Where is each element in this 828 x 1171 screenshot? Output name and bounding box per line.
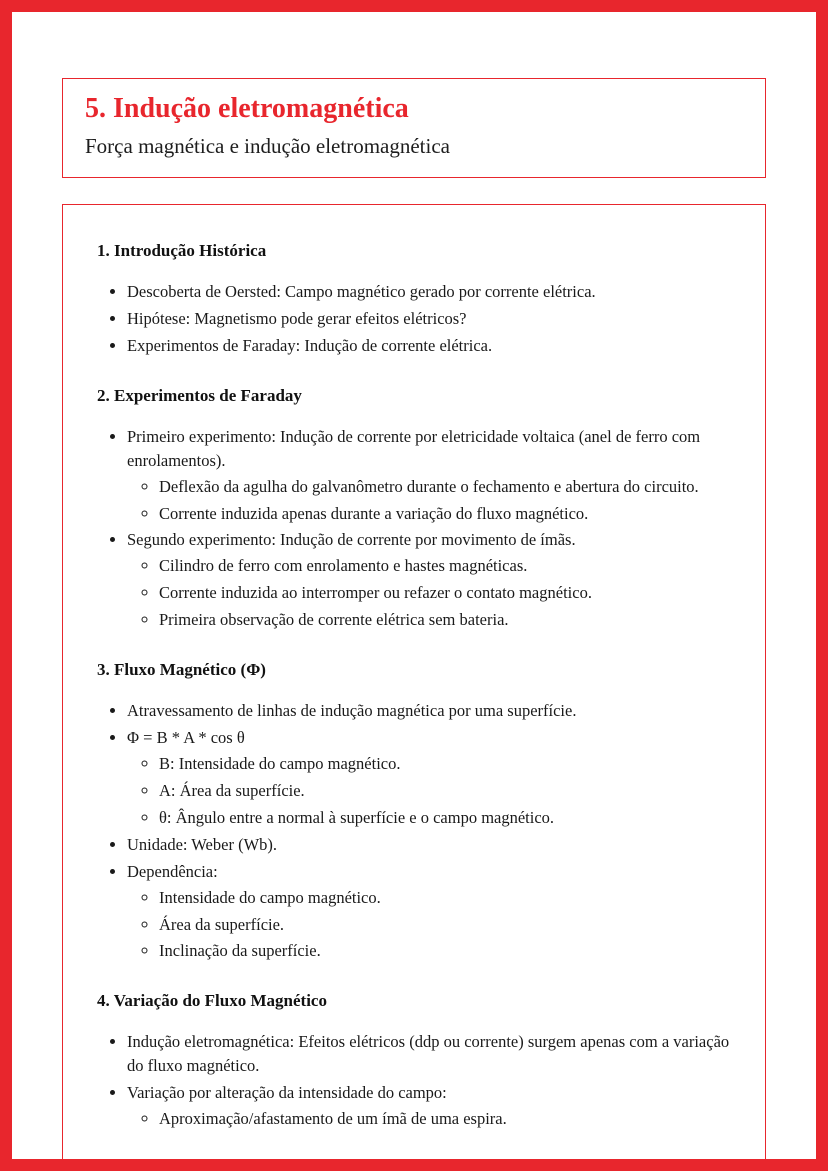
sub-list-item <box>159 475 731 499</box>
section-variacao-fluxo <box>97 991 731 1131</box>
list-item-text: Variação por alteração da intensidade do campo: <box>127 1083 447 1103</box>
section-experimentos-faraday <box>97 386 731 632</box>
sub-list-item <box>159 554 731 578</box>
list-item <box>127 1081 731 1131</box>
list-item-text: Hipótese: Magnetismo pode gerar efeitos elétricos? <box>127 308 467 328</box>
section-introducao-historica <box>97 241 731 358</box>
page-subtitle: Força magnética e indução eletromagnética <box>85 134 450 158</box>
list-item-text: A: Área da superfície. <box>159 780 305 800</box>
list-item-text: Deflexão da agulha do galvanômetro durante o fechamento e abertura do circuito. <box>159 476 699 496</box>
list-item-text: Dependência: <box>127 861 218 881</box>
sub-list-item <box>159 502 731 526</box>
bullet-list <box>97 280 731 358</box>
sub-list-item <box>159 608 731 632</box>
sub-bullet-list <box>127 886 731 964</box>
sub-list-item <box>159 779 731 803</box>
list-item-text: Unidade: Weber (Wb). <box>127 834 278 854</box>
sub-list-item <box>159 806 731 830</box>
list-item-text: Primeiro experimento: Indução de corrente por eletricidade voltaica (anel de ferro com enrolamentos). <box>127 426 701 470</box>
list-item <box>127 726 731 830</box>
section-fluxo-magnetico <box>97 660 731 963</box>
sub-list-item <box>159 581 731 605</box>
sub-bullet-list <box>127 475 731 526</box>
sub-list-item <box>159 913 731 937</box>
bullet-list <box>97 425 731 632</box>
list-item-text: Inclinação da superfície. <box>159 941 321 961</box>
list-item-text: Indução eletromagnética: Efeitos elétricos (ddp ou corrente) surgem apenas com a variação do fluxo magnético. <box>127 1032 730 1076</box>
list-item-text: B: Intensidade do campo magnético. <box>159 753 401 773</box>
sub-list-item <box>159 752 731 776</box>
content-box <box>62 204 766 1159</box>
list-item-text: Primeira observação de corrente elétrica sem bateria. <box>159 610 509 630</box>
page-title: 5. Indução eletromagnética <box>85 93 409 124</box>
list-item-text: Intensidade do campo magnético. <box>159 887 381 907</box>
list-item <box>127 528 731 632</box>
section-heading: 3. Fluxo Magnético (Φ) <box>97 660 266 680</box>
list-item <box>127 307 731 331</box>
list-item-text: Corrente induzida ao interromper ou refazer o contato magnético. <box>159 583 592 603</box>
list-item-text: θ: Ângulo entre a normal à superfície e o campo magnético. <box>159 807 555 827</box>
bullet-list <box>97 699 731 963</box>
list-item <box>127 860 731 964</box>
list-item <box>127 833 731 857</box>
list-item-text: Cilindro de ferro com enrolamento e hastes magnéticas. <box>159 556 528 576</box>
sub-bullet-list <box>127 554 731 632</box>
list-item <box>127 1030 731 1078</box>
bullet-list <box>97 1030 731 1131</box>
list-item-text formula-text: Φ = B * A * cos θ <box>127 728 245 748</box>
list-item-text: Experimentos de Faraday: Indução de corrente elétrica. <box>127 335 493 355</box>
title-box <box>62 78 766 178</box>
list-item-text: Área da superfície. <box>159 914 285 934</box>
sub-bullet-list <box>127 752 731 830</box>
list-item <box>127 425 731 526</box>
list-item <box>127 280 731 304</box>
list-item-text: Segundo experimento: Indução de corrente por movimento de ímãs. <box>127 530 576 550</box>
list-item-text: Descoberta de Oersted: Campo magnético gerado por corrente elétrica. <box>127 282 596 301</box>
section-heading: 1. Introdução Histórica <box>97 241 267 260</box>
sub-list-item <box>159 886 731 910</box>
sub-bullet-list <box>127 1107 731 1131</box>
list-item <box>127 334 731 358</box>
list-item-text: Corrente induzida apenas durante a variação do fluxo magnético. <box>159 503 589 523</box>
list-item-text: Atravessamento de linhas de indução magnética por uma superfície. <box>127 701 577 721</box>
sub-list-item <box>159 939 731 963</box>
list-item-text: Aproximação/afastamento de um ímã de uma espira. <box>159 1109 507 1129</box>
list-item <box>127 699 731 723</box>
section-heading: 2. Experimentos de Faraday <box>97 385 302 405</box>
section-heading: 4. Variação do Fluxo Magnético <box>97 991 327 1011</box>
sub-list-item <box>159 1107 731 1131</box>
